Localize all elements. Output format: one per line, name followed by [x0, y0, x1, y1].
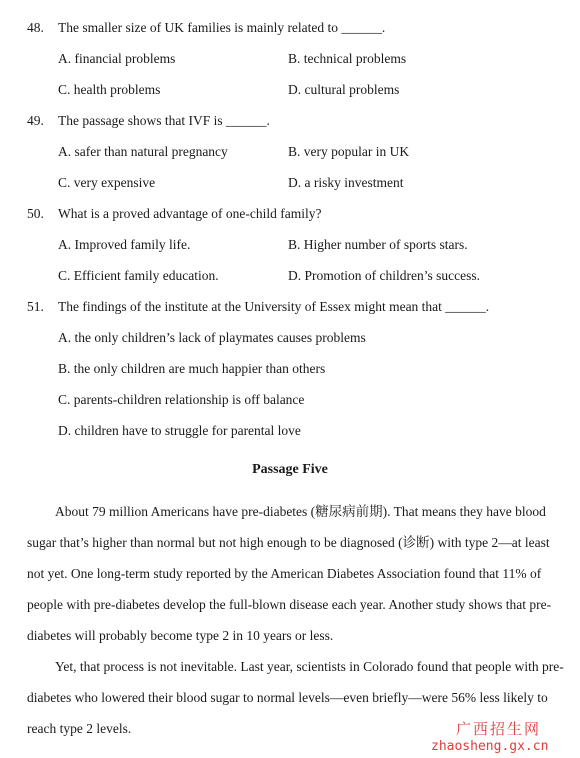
option-50-d: D. Promotion of children’s success.: [288, 268, 480, 283]
watermark-site-name: 广西招生网: [456, 720, 542, 738]
question-stem: The findings of the institute at the University of Essex might mean that ______.: [58, 299, 490, 314]
option-50-a: A. Improved family life.: [58, 237, 191, 252]
passage-paragraph-1: [27, 496, 555, 651]
option-50-c: C. Efficient family education.: [58, 268, 219, 283]
question-number: 50.: [27, 206, 44, 221]
option-50-b: B. Higher number of sports stars.: [288, 237, 468, 252]
paragraph-line: diabetes who lowered their blood sugar to normal levels—even briefly—were 56% less likely to: [27, 690, 548, 705]
passage-title: Passage Five: [252, 462, 328, 477]
option-48-d: D. cultural problems: [288, 82, 400, 97]
paragraph-line: not yet. One long-term study reported by the American Diabetes Association found that 11% of: [27, 566, 542, 581]
paragraph-line: diabetes will probably become type 2 in 10 years or less.: [27, 628, 334, 643]
option-49-b: B. very popular in UK: [288, 144, 410, 159]
question-49: [27, 113, 270, 129]
option-51-b: B. the only children are much happier than others: [58, 361, 326, 376]
question-number: 48.: [27, 20, 44, 35]
option-48-c: C. health problems: [58, 82, 161, 97]
question-51: [27, 299, 489, 315]
paragraph-line: About 79 million Americans have pre-diabetes (糖尿病前期). That means they have blood: [55, 504, 546, 519]
question-stem: The smaller size of UK families is mainly related to ______.: [58, 20, 386, 35]
paragraph-line: people with pre-diabetes develop the full-blown disease each year. Another study shows that pre-: [27, 597, 552, 612]
paragraph-line: Yet, that process is not inevitable. Last year, scientists in Colorado found that people with pre-: [55, 659, 564, 674]
paragraph-line: reach type 2 levels.: [27, 721, 132, 736]
question-48: [27, 20, 385, 36]
question-number: 51.: [27, 299, 44, 314]
option-51-a: A. the only children’s lack of playmates causes problems: [58, 330, 366, 345]
option-51-c: C. parents-children relationship is off balance: [58, 392, 305, 407]
option-48-b: B. technical problems: [288, 51, 407, 66]
question-number: 49.: [27, 113, 44, 128]
option-48-a: A. financial problems: [58, 51, 176, 66]
option-49-c: C. very expensive: [58, 175, 156, 190]
option-49-a: A. safer than natural pregnancy: [58, 144, 228, 159]
question-stem: What is a proved advantage of one-child family?: [58, 206, 322, 221]
option-51-d: D. children have to struggle for parental love: [58, 423, 301, 438]
option-49-d: D. a risky investment: [288, 175, 404, 190]
question-stem: The passage shows that IVF is ______.: [58, 113, 270, 128]
watermark-site-url: zhaosheng.gx.cn: [431, 739, 549, 754]
question-50: [27, 206, 322, 222]
paragraph-line: sugar that’s higher than normal but not high enough to be diagnosed (诊断) with type 2—at least: [27, 535, 550, 550]
